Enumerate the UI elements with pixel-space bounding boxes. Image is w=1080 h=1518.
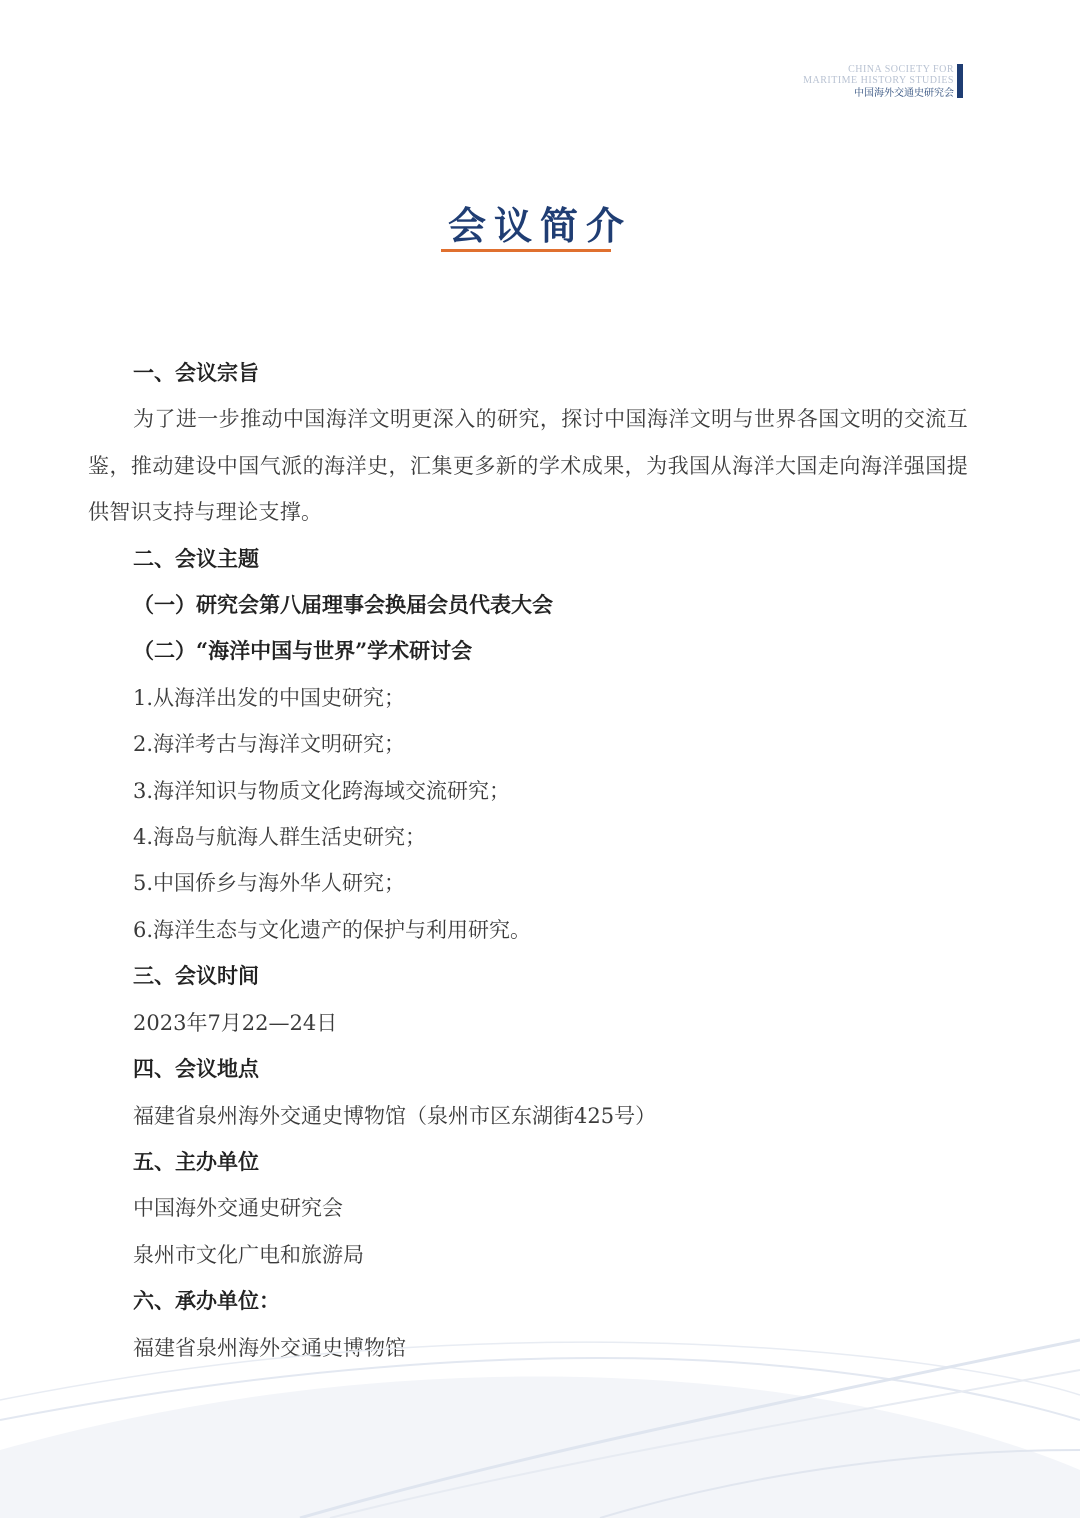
section-heading-theme: 二、会议主题 — [133, 545, 259, 571]
topic-item: 3.海洋知识与物质文化跨海域交流研究； — [133, 778, 511, 803]
page-title: 会议简介 — [447, 203, 632, 248]
purpose-paragraph: 为了进一步推动中国海洋文明更深入的研究，探讨中国海洋文明与世界各国文明的交流互鉴，推动建设中国气派的海洋史，汇集更多新的学术成果，为我国从海洋大国走向海洋强国提供智识支持与理论支撑。 — [88, 407, 968, 525]
section-heading-purpose: 一、会议宗旨 — [133, 360, 259, 385]
host-unit: 中国海外交通史研究会 — [133, 1196, 343, 1221]
section-heading-host: 五、主办单位 — [133, 1148, 259, 1174]
theme-sub-1: （一）研究会第八届理事会换届会员代表大会 — [133, 592, 553, 618]
logo-cn-name: 中国海外交通史研究会 — [854, 88, 954, 99]
page-content — [88, 350, 968, 1371]
logo-bar — [957, 64, 963, 98]
section-heading-venue: 四、会议地点 — [133, 1056, 259, 1082]
topic-item: 5.中国侨乡与海外华人研究； — [133, 871, 406, 896]
topic-item: 6.海洋生态与文化遗产的保护与利用研究。 — [133, 917, 532, 942]
topic-item: 4.海岛与航海人群生活史研究； — [133, 825, 427, 850]
topic-item: 2.海洋考古与海洋文明研究； — [133, 732, 406, 757]
topic-item: 1.从海洋出发的中国史研究； — [133, 685, 406, 710]
society-logo-text — [803, 64, 954, 100]
section-heading-organizer: 六、承办单位： — [133, 1288, 280, 1314]
theme-sub-2: （二）“海洋中国与世界”学术研讨会 — [133, 638, 473, 664]
meeting-venue: 福建省泉州海外交通史博物馆（泉州市区东湖街425号） — [133, 1103, 657, 1128]
decorative-waves — [0, 1300, 1080, 1518]
logo-en-line1: CHINA SOCIETY FOR — [848, 64, 954, 75]
host-unit: 泉州市文化广电和旅游局 — [133, 1242, 364, 1267]
meeting-date: 2023年7月22—24日 — [133, 1010, 338, 1035]
section-heading-time: 三、会议时间 — [133, 963, 259, 989]
logo-en-line2: MARITIME HISTORY STUDIES — [803, 75, 954, 86]
organizer-unit: 福建省泉州海外交通史博物馆 — [133, 1335, 406, 1360]
title-underline — [441, 249, 611, 252]
